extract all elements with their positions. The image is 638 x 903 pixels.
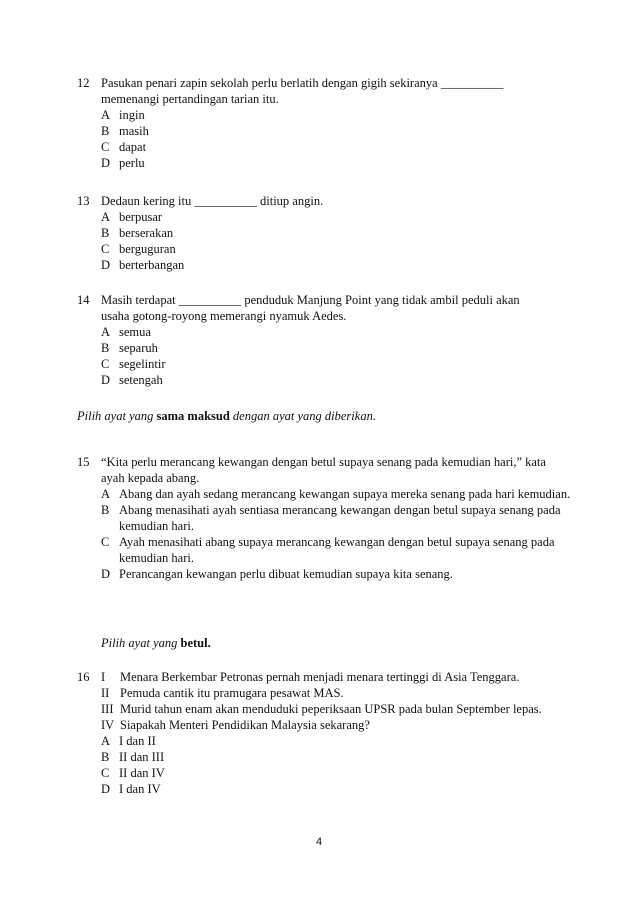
option-a	[101, 107, 597, 123]
option-label: B	[101, 503, 110, 517]
option-d	[101, 781, 597, 797]
option-c	[101, 356, 597, 372]
option-text: separuh	[119, 341, 158, 355]
option-text: masih	[119, 124, 149, 138]
option-text: setengah	[119, 373, 163, 387]
question-number: 15	[77, 455, 90, 469]
statement-label: II	[101, 686, 110, 700]
statement-iii	[101, 701, 597, 717]
option-label: B	[101, 750, 110, 764]
statement-label: I	[101, 670, 106, 684]
question-stem-line: “Kita perlu merancang kewangan dengan betul supaya senang pada kemudian hari,” kata	[101, 455, 546, 469]
option-d	[101, 372, 597, 388]
instruction-text: Pilih ayat yang	[77, 409, 157, 423]
option-c	[101, 765, 597, 781]
option-text: berserakan	[119, 226, 174, 240]
question-number: 16	[77, 670, 90, 684]
option-label: A	[101, 210, 111, 224]
statement-text: Pemuda cantik itu pramugara pesawat MAS.	[120, 686, 344, 700]
statement-iv	[101, 717, 597, 733]
option-label: A	[101, 325, 111, 339]
option-b	[101, 502, 597, 534]
question-14	[77, 292, 597, 388]
option-label: D	[101, 373, 111, 387]
option-d	[101, 257, 597, 273]
question-15	[77, 454, 597, 582]
question-16	[77, 669, 597, 797]
option-c	[101, 139, 597, 155]
statement-label: IV	[101, 718, 115, 732]
option-text: perlu	[119, 156, 145, 170]
statement-ii	[101, 685, 597, 701]
instruction-emphasis: sama maksud	[156, 409, 230, 423]
option-b	[101, 749, 597, 765]
option-label: D	[101, 782, 111, 796]
question-number: 12	[77, 76, 90, 90]
option-label: A	[101, 487, 111, 501]
option-label: C	[101, 357, 110, 371]
option-text: ingin	[119, 108, 145, 122]
question-stem-line: memenangi pertandingan tarian itu.	[101, 92, 279, 106]
option-label: A	[101, 734, 111, 748]
option-label: D	[101, 567, 111, 581]
option-text: Abang menasihati ayah sentiasa merancang kewangan dengan betul supaya senang pada kemudian hari.	[119, 503, 561, 533]
option-text: berpusar	[119, 210, 163, 224]
question-stem-line: ayah kepada abang.	[101, 471, 200, 485]
option-text: dapat	[119, 140, 147, 154]
option-text: Abang dan ayah sedang merancang kewangan supaya mereka senang pada hari kemudian.	[119, 487, 571, 501]
option-label: D	[101, 156, 111, 170]
option-a	[101, 733, 597, 749]
option-c	[101, 534, 597, 566]
option-text: Ayah menasihati abang supaya merancang kewangan dengan betul supaya senang pada kemudian hari.	[119, 535, 555, 565]
option-label: B	[101, 226, 110, 240]
option-label: A	[101, 108, 111, 122]
option-text: segelintir	[119, 357, 166, 371]
question-13	[77, 193, 597, 273]
question-stem-line: Dedaun kering itu __________ ditiup angin.	[101, 194, 324, 208]
instruction-text: Pilih ayat yang	[101, 636, 181, 650]
option-text: berguguran	[119, 242, 176, 256]
option-label: C	[101, 535, 110, 549]
option-b	[101, 340, 597, 356]
question-stem-line: Pasukan penari zapin sekolah perlu berlatih dengan gigih sekiranya __________	[101, 76, 504, 90]
option-label: C	[101, 766, 110, 780]
statement-label: III	[101, 702, 114, 716]
option-a	[101, 209, 597, 225]
instruction-text: dengan ayat yang diberikan.	[229, 409, 376, 423]
option-label: C	[101, 242, 110, 256]
statement-text: Murid tahun enam akan menduduki peperiksaan UPSR pada bulan September lepas.	[120, 702, 542, 716]
question-number: 13	[77, 194, 90, 208]
section-instruction	[101, 636, 211, 651]
statement-i	[101, 669, 597, 685]
option-a	[101, 486, 597, 502]
instruction-emphasis: betul.	[180, 636, 211, 650]
option-b	[101, 225, 597, 241]
option-label: D	[101, 258, 111, 272]
option-text: semua	[119, 325, 151, 339]
option-d	[101, 566, 597, 582]
option-b	[101, 123, 597, 139]
option-label: B	[101, 341, 110, 355]
option-text: berterbangan	[119, 258, 185, 272]
question-stem-line: usaha gotong-royong memerangi nyamuk Aedes.	[101, 309, 347, 323]
option-text: Perancangan kewangan perlu dibuat kemudian supaya kita senang.	[119, 567, 453, 581]
option-label: C	[101, 140, 110, 154]
option-text: I dan IV	[119, 782, 161, 796]
statement-text: Siapakah Menteri Pendidikan Malaysia sekarang?	[120, 718, 370, 732]
option-a	[101, 324, 597, 340]
option-text: II dan III	[119, 750, 165, 764]
statement-text: Menara Berkembar Petronas pernah menjadi menara tertinggi di Asia Tenggara.	[120, 670, 520, 684]
question-number: 14	[77, 293, 90, 307]
option-d	[101, 155, 597, 171]
option-c	[101, 241, 597, 257]
question-stem-line: Masih terdapat __________ penduduk Manjung Point yang tidak ambil peduli akan	[101, 293, 520, 307]
option-text: I dan II	[119, 734, 156, 748]
page-number: 4	[315, 836, 323, 848]
section-instruction	[77, 409, 376, 424]
option-text: II dan IV	[119, 766, 165, 780]
question-12	[77, 75, 597, 171]
option-label: B	[101, 124, 110, 138]
